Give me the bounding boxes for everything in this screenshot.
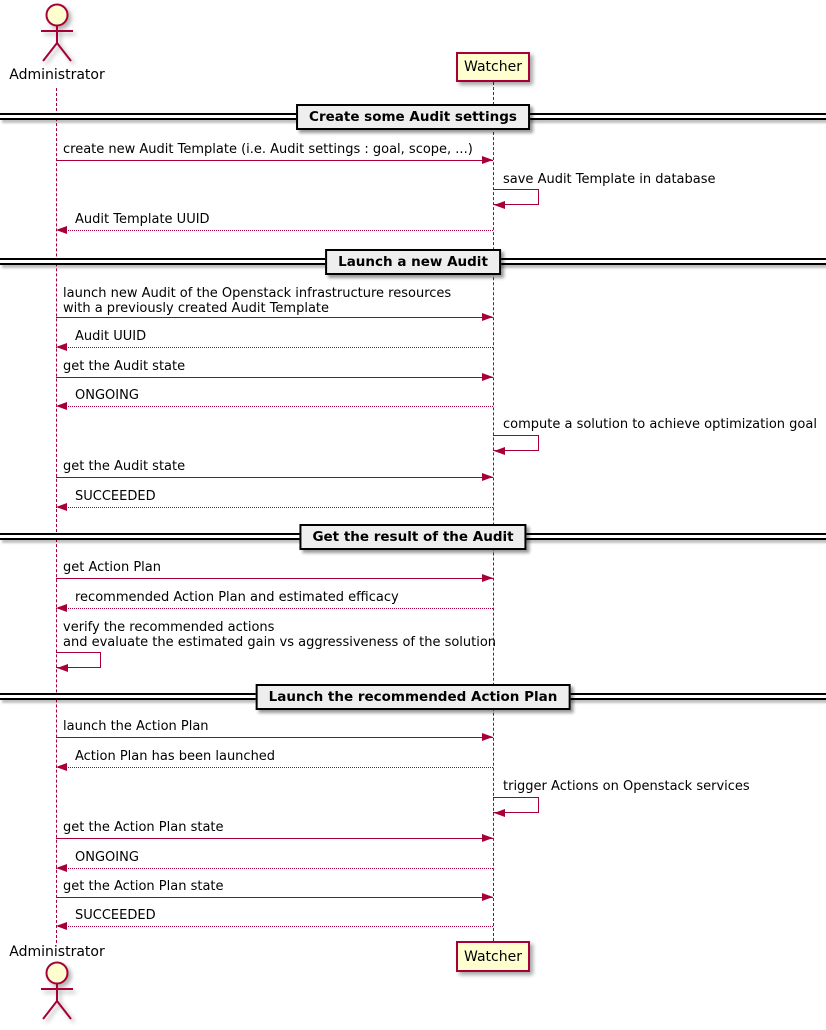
message-label: compute a solution to achieve optimization goal [503, 417, 817, 432]
message-label: Audit Template UUID [75, 212, 210, 227]
divider-label: Create some Audit settings [296, 104, 530, 130]
message-label: SUCCEEDED [75, 489, 156, 504]
divider-launch-new-audit [0, 249, 826, 275]
message-label: save Audit Template in database [503, 172, 716, 187]
message-label: get Action Plan [63, 560, 161, 575]
message-arrow [56, 868, 493, 869]
message-label: ONGOING [75, 388, 139, 403]
administrator-actor-icon-bottom [26, 960, 88, 1022]
watcher-label-top: Watcher [464, 59, 522, 75]
message-arrow [56, 477, 493, 478]
message-label: launch the Action Plan [63, 719, 209, 734]
message-label: SUCCEEDED [75, 908, 156, 923]
message-arrow [56, 347, 493, 348]
divider-label: Launch a new Audit [325, 249, 501, 275]
self-message-loop [493, 189, 539, 205]
self-message-loop [493, 797, 539, 813]
message-label: get the Action Plan state [63, 820, 224, 835]
message-arrow [56, 608, 493, 609]
message-arrow [56, 377, 493, 378]
lifeline-administrator [56, 88, 57, 943]
message-arrow [56, 897, 493, 898]
watcher-participant-top [456, 52, 530, 82]
message-arrow [56, 838, 493, 839]
message-label: get the Action Plan state [63, 879, 224, 894]
divider-label: Get the result of the Audit [299, 524, 526, 550]
message-label: verify the recommended actions and evaluate the estimated gain vs aggressiveness of the solution [63, 620, 497, 650]
message-arrow [56, 926, 493, 927]
self-message-loop [493, 435, 539, 451]
message-label: Audit UUID [75, 329, 147, 344]
administrator-label-top: Administrator [9, 67, 105, 83]
message-label: launch new Audit of the Openstack infrastructure resources with a previously created Audit Template [63, 286, 452, 316]
message-arrow [56, 160, 493, 161]
divider-label: Launch the recommended Action Plan [256, 684, 571, 710]
administrator-label-bottom: Administrator [9, 944, 105, 960]
message-label: Action Plan has been launched [75, 749, 276, 764]
divider-launch-action-plan [0, 684, 826, 710]
self-message-loop [56, 652, 101, 668]
message-label: ONGOING [75, 850, 139, 865]
message-label: trigger Actions on Openstack services [503, 779, 750, 794]
message-label: get the Audit state [63, 459, 186, 474]
message-label: create new Audit Template (i.e. Audit settings : goal, scope, ...) [63, 142, 473, 157]
administrator-actor-icon [26, 2, 88, 64]
message-arrow [56, 737, 493, 738]
watcher-participant-bottom [456, 941, 530, 972]
watcher-label-bottom: Watcher [464, 948, 522, 965]
divider-create-audit-settings [0, 104, 826, 130]
message-arrow [56, 406, 493, 407]
message-arrow [56, 230, 493, 231]
message-label: get the Audit state [63, 359, 186, 374]
message-label: recommended Action Plan and estimated efficacy [75, 590, 399, 605]
divider-get-result-audit [0, 524, 826, 550]
message-arrow [56, 317, 493, 318]
message-arrow [56, 767, 493, 768]
message-arrow [56, 578, 493, 579]
message-arrow [56, 507, 493, 508]
